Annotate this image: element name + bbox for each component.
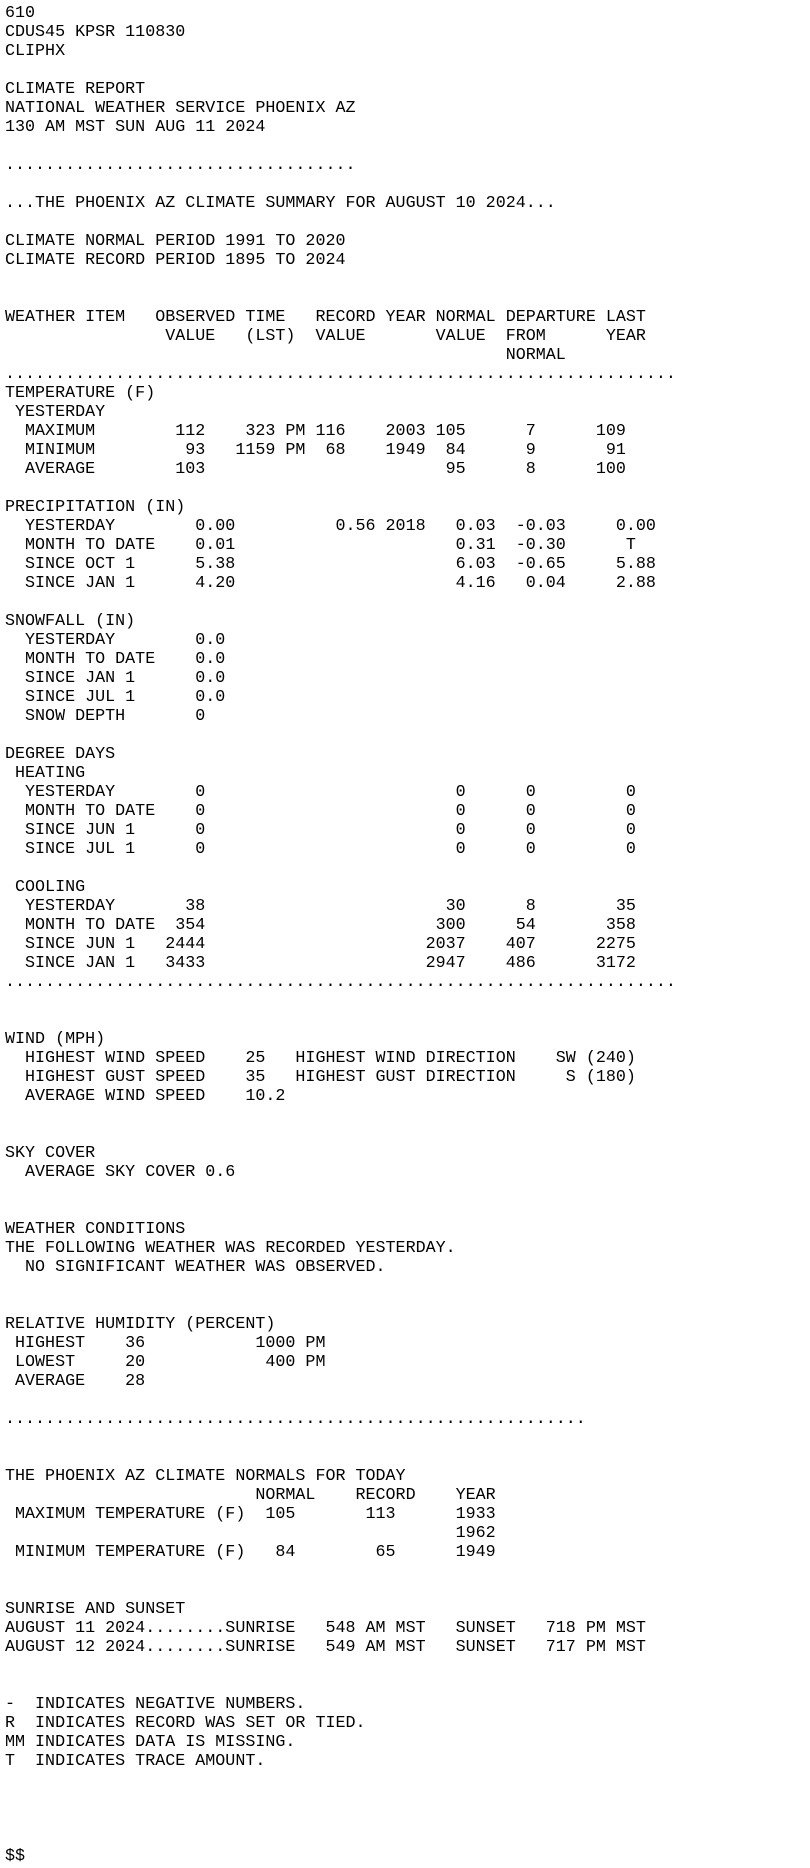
- report-line: [5, 1106, 810, 1125]
- report-line: ...THE PHOENIX AZ CLIMATE SUMMARY FOR AUGUST 10 2024...: [5, 194, 556, 213]
- report-line: NORMAL: [5, 346, 566, 365]
- report-line: MAXIMUM TEMPERATURE (F) 105 113 1933: [5, 1505, 496, 1524]
- report-line: CDUS45 KPSR 110830: [5, 23, 186, 42]
- report-line: HIGHEST GUST SPEED 35 HIGHEST GUST DIRECTION S (180): [5, 1068, 636, 1087]
- report-line: [5, 1125, 810, 1144]
- report-line: [5, 289, 810, 308]
- report-line: SINCE JUN 1 0 0 0 0: [5, 821, 636, 840]
- report-line: WIND (MPH): [5, 1030, 106, 1049]
- report-line: [5, 1676, 810, 1695]
- report-line: LOWEST 20 400 PM: [5, 1353, 326, 1372]
- report-line: [5, 1448, 810, 1467]
- report-line: [5, 1790, 810, 1809]
- report-line: MAXIMUM 112 323 PM 116 2003 105 7 109: [5, 422, 626, 441]
- report-line: PRECIPITATION (IN): [5, 498, 186, 517]
- report-line: SINCE OCT 1 5.38 6.03 -0.65 5.88: [5, 555, 656, 574]
- report-line: [5, 1828, 810, 1847]
- report-line: MM INDICATES DATA IS MISSING.: [5, 1733, 296, 1752]
- report-line: YESTERDAY 0 0 0 0: [5, 783, 636, 802]
- report-line: SINCE JAN 1 4.20 4.16 0.04 2.88: [5, 574, 656, 593]
- report-line: MONTH TO DATE 0.01 0.31 -0.30 T: [5, 536, 636, 555]
- report-line: NO SIGNIFICANT WEATHER WAS OBSERVED.: [5, 1258, 386, 1277]
- report-line: YESTERDAY 38 30 8 35: [5, 897, 636, 916]
- report-line: [5, 1296, 810, 1315]
- report-line: ...................................................................: [5, 365, 676, 384]
- report-line: [5, 1429, 810, 1448]
- report-line: YESTERDAY 0.00 0.56 2018 0.03 -0.03 0.00: [5, 517, 656, 536]
- report-line: SINCE JAN 1 0.0: [5, 669, 226, 688]
- report-line: [5, 593, 810, 612]
- report-line: AUGUST 12 2024........SUNRISE 549 AM MST SUNSET 717 PM MST: [5, 1638, 646, 1657]
- report-line: SINCE JUL 1 0 0 0 0: [5, 840, 636, 859]
- report-line: NORMAL RECORD YEAR: [5, 1486, 496, 1505]
- report-line: MONTH TO DATE 0.0: [5, 650, 226, 669]
- report-line: [5, 1771, 810, 1790]
- report-line: ...................................: [5, 156, 356, 175]
- report-line: WEATHER ITEM OBSERVED TIME RECORD YEAR NORMAL DEPARTURE LAST: [5, 308, 646, 327]
- report-line: SINCE JUL 1 0.0: [5, 688, 226, 707]
- report-line: [5, 175, 810, 194]
- report-line: [5, 1562, 810, 1581]
- report-line: TEMPERATURE (F): [5, 384, 156, 403]
- report-line: T INDICATES TRACE AMOUNT.: [5, 1752, 266, 1771]
- report-line: CLIPHX: [5, 42, 66, 61]
- report-line: THE FOLLOWING WEATHER WAS RECORDED YESTERDAY.: [5, 1239, 456, 1258]
- report-line: CLIMATE NORMAL PERIOD 1991 TO 2020: [5, 232, 346, 251]
- report-line: SKY COVER: [5, 1144, 96, 1163]
- report-line: [5, 1182, 810, 1201]
- report-line: YESTERDAY: [5, 403, 106, 422]
- report-line: [5, 1391, 810, 1410]
- report-line: [5, 61, 810, 80]
- report-line: CLIMATE REPORT: [5, 80, 146, 99]
- report-line: 610: [5, 4, 36, 23]
- report-line: SINCE JAN 1 3433 2947 486 3172: [5, 954, 636, 973]
- report-line: MINIMUM 93 1159 PM 68 1949 84 9 91: [5, 441, 626, 460]
- report-line: MONTH TO DATE 0 0 0 0: [5, 802, 636, 821]
- report-line: [5, 726, 810, 745]
- report-line: R INDICATES RECORD WAS SET OR TIED.: [5, 1714, 366, 1733]
- report-line: WEATHER CONDITIONS: [5, 1220, 186, 1239]
- report-line: AVERAGE 28: [5, 1372, 146, 1391]
- report-line: SNOWFALL (IN): [5, 612, 136, 631]
- report-line: [5, 1657, 810, 1676]
- report-line: [5, 270, 810, 289]
- report-line: - INDICATES NEGATIVE NUMBERS.: [5, 1695, 306, 1714]
- report-line: [5, 1809, 810, 1828]
- report-line: HIGHEST 36 1000 PM: [5, 1334, 326, 1353]
- report-line: [5, 213, 810, 232]
- report-line: HEATING: [5, 764, 86, 783]
- report-line: NATIONAL WEATHER SERVICE PHOENIX AZ: [5, 99, 356, 118]
- report-line: [5, 992, 810, 1011]
- report-line: [5, 1201, 810, 1220]
- report-line: THE PHOENIX AZ CLIMATE NORMALS FOR TODAY: [5, 1467, 406, 1486]
- report-line: [5, 1011, 810, 1030]
- report-line: MONTH TO DATE 354 300 54 358: [5, 916, 636, 935]
- report-line: [5, 137, 810, 156]
- report-line: AVERAGE 103 95 8 100: [5, 460, 626, 479]
- report-line: AUGUST 11 2024........SUNRISE 548 AM MST SUNSET 718 PM MST: [5, 1619, 646, 1638]
- report-line: SINCE JUN 1 2444 2037 407 2275: [5, 935, 636, 954]
- report-line: ...................................................................: [5, 973, 676, 992]
- report-line: DEGREE DAYS: [5, 745, 116, 764]
- report-line: $$: [5, 1847, 26, 1866]
- report-line: COOLING: [5, 878, 86, 897]
- report-line: [5, 1581, 810, 1600]
- report-line: CLIMATE RECORD PERIOD 1895 TO 2024: [5, 251, 346, 270]
- report-line: MINIMUM TEMPERATURE (F) 84 65 1949: [5, 1543, 496, 1562]
- report-line: AVERAGE WIND SPEED 10.2: [5, 1087, 286, 1106]
- report-line: ..........................................................: [5, 1410, 586, 1429]
- report-line: AVERAGE SKY COVER 0.6: [5, 1163, 236, 1182]
- report-line: [5, 859, 810, 878]
- report-line: HIGHEST WIND SPEED 25 HIGHEST WIND DIRECTION SW (240): [5, 1049, 636, 1068]
- report-line: [5, 479, 810, 498]
- report-line: [5, 1277, 810, 1296]
- report-line: SUNRISE AND SUNSET: [5, 1600, 186, 1619]
- report-line: YESTERDAY 0.0: [5, 631, 226, 650]
- report-line: 1962: [5, 1524, 496, 1543]
- report-line: VALUE (LST) VALUE VALUE FROM YEAR: [5, 327, 646, 346]
- report-line: SNOW DEPTH 0: [5, 707, 206, 726]
- report-line: RELATIVE HUMIDITY (PERCENT): [5, 1315, 276, 1334]
- report-line: 130 AM MST SUN AUG 11 2024: [5, 118, 266, 137]
